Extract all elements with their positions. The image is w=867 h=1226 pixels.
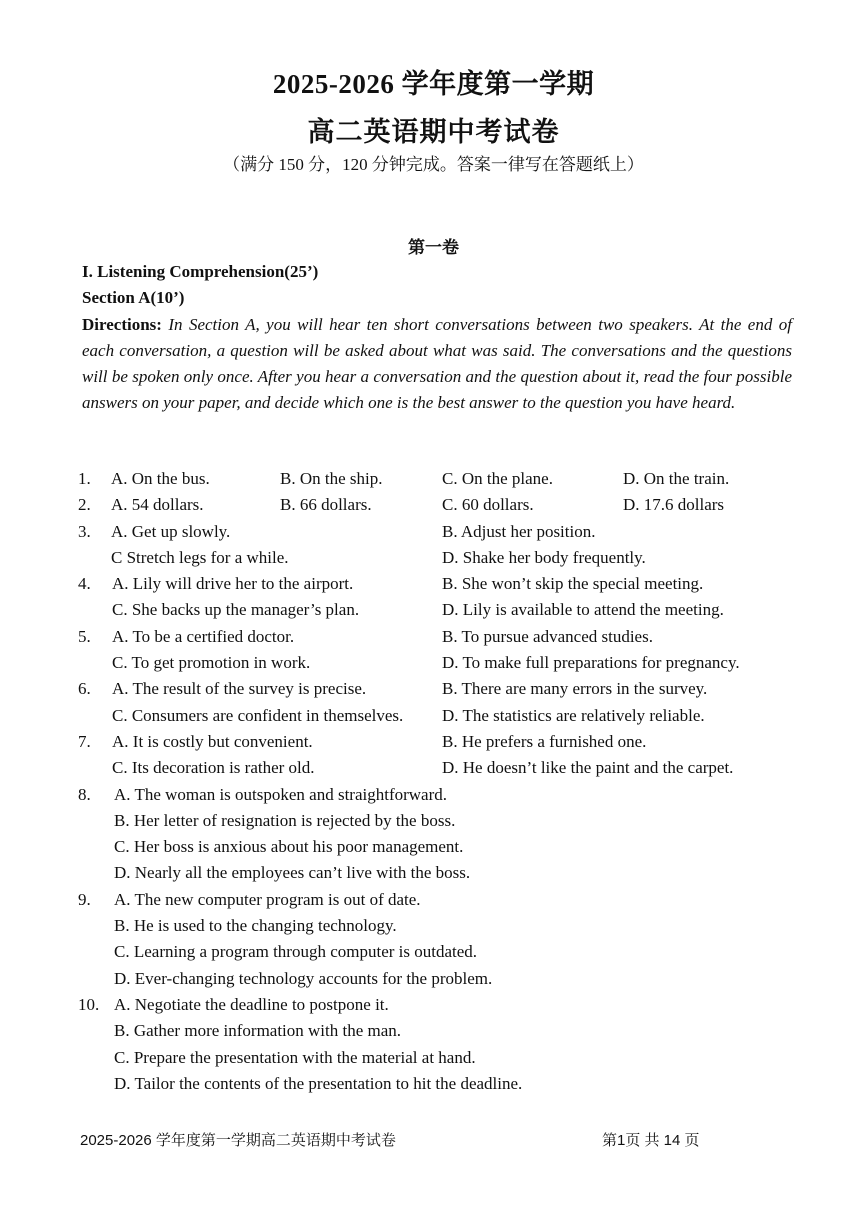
section-heading: Section A(10’) (82, 288, 185, 307)
question-number: 2. (78, 495, 91, 515)
option-b: B. He is used to the changing technology. (114, 916, 397, 936)
option-d: D. Shake her body frequently. (442, 547, 646, 567)
option-a: A. To be a certified doctor. (112, 626, 295, 646)
option-b: B. Gather more information with the man. (114, 1021, 402, 1041)
question-row-continued (78, 939, 798, 965)
question-row-continued (78, 808, 798, 834)
question-row (78, 676, 798, 702)
exam-title-line2: 高二英语期中考试卷 (307, 117, 560, 147)
question-number: 10. (78, 994, 100, 1014)
question-row (78, 492, 798, 518)
question-row (78, 519, 798, 545)
option-a: A. Lily will drive her to the airport. (112, 574, 354, 594)
question-row-continued (78, 913, 798, 939)
option-d: D. Tailor the contents of the presentation to hit the deadline. (114, 1073, 523, 1093)
directions (82, 312, 792, 416)
question-row-continued (78, 650, 798, 676)
option-c: C. Its decoration is rather old. (112, 758, 315, 778)
option-b: B. On the ship. (280, 469, 383, 488)
question-row (78, 887, 798, 913)
footer-exam-name: 2025-2026 学年度第一学期高二英语期中考试卷 (80, 1132, 396, 1149)
question-list (78, 466, 798, 1097)
option-c: C. Her boss is anxious about his poor management. (114, 837, 464, 857)
option-b: B. He prefers a furnished one. (442, 731, 647, 751)
question-row-continued (78, 1071, 798, 1097)
option-c: C. On the plane. (442, 469, 553, 488)
footer-page-number: 第1页 共 14 页 (602, 1132, 700, 1149)
option-b: B. To pursue advanced studies. (442, 626, 653, 646)
option-c: C. She backs up the manager’s plan. (112, 600, 360, 620)
part-heading: I. Listening Comprehension(25’) (82, 262, 319, 281)
question-row-continued (78, 1018, 798, 1044)
question-row-continued (78, 545, 798, 571)
exam-note: （满分 150 分，120 分钟完成。答案一律写在答题纸上） (223, 155, 644, 174)
question-row-continued (78, 597, 798, 623)
question-row (78, 992, 798, 1018)
option-b: B. Adjust her position. (442, 521, 596, 541)
option-d: D. 17.6 dollars (623, 495, 725, 515)
option-d: D. Lily is available to attend the meeting. (442, 600, 724, 620)
option-d: D. He doesn’t like the paint and the carpet. (442, 758, 734, 778)
question-row-continued (78, 860, 798, 886)
option-c: C Stretch legs for a while. (111, 547, 289, 567)
option-a: A. The result of the survey is precise. (112, 679, 367, 699)
option-a: A. On the bus. (111, 469, 210, 488)
option-b: B. 66 dollars. (280, 495, 372, 515)
question-row (78, 624, 798, 650)
option-a: A. 54 dollars. (111, 495, 204, 515)
question-number: 7. (78, 731, 91, 751)
option-b: B. Her letter of resignation is rejected by the boss. (114, 810, 456, 830)
option-d: D. Nearly all the employees can’t live with the boss. (114, 863, 471, 883)
question-number: 3. (78, 521, 91, 541)
question-row-continued (78, 703, 798, 729)
option-c: C. 60 dollars. (442, 495, 534, 515)
option-d: D. The statistics are relatively reliable. (442, 705, 705, 725)
directions-text: In Section A, you will hear ten short conversations between two speakers. At the end of each conversation, a question will be asked about what was said. The conversations and the questions will be spoken only once. After you hear a conversation and the question about it, read the four possible answers on your paper, and decide which one is the best answer to the question you have heard. (82, 315, 792, 412)
question-row (78, 466, 798, 492)
directions-label: Directions: (82, 315, 162, 334)
option-b: B. She won’t skip the special meeting. (442, 574, 704, 594)
question-number: 6. (78, 679, 91, 699)
option-c: C. To get promotion in work. (112, 653, 311, 673)
question-row-continued (78, 966, 798, 992)
option-d: D. On the train. (623, 469, 730, 488)
question-row (78, 729, 798, 755)
volume-heading: 第一卷 (408, 238, 459, 257)
option-c: C. Consumers are confident in themselves. (112, 705, 404, 725)
option-d: D. Ever-changing technology accounts for the problem. (114, 968, 493, 988)
question-number: 9. (78, 889, 91, 909)
exam-title-line1: 2025-2026 学年度第一学期 (272, 69, 595, 99)
option-a: A. Get up slowly. (111, 521, 231, 541)
question-row-continued (78, 834, 798, 860)
question-number: 8. (78, 784, 91, 804)
question-row (78, 571, 798, 597)
option-a: A. The woman is outspoken and straightforward. (114, 784, 448, 804)
option-b: B. There are many errors in the survey. (442, 679, 708, 699)
option-c: C. Prepare the presentation with the material at hand. (114, 1047, 476, 1067)
question-number: 4. (78, 574, 91, 594)
question-row-continued (78, 1045, 798, 1071)
option-a: A. The new computer program is out of date. (114, 889, 421, 909)
question-number: 5. (78, 626, 91, 646)
option-d: D. To make full preparations for pregnancy. (442, 653, 740, 673)
question-row (78, 782, 798, 808)
option-c: C. Learning a program through computer is outdated. (114, 942, 478, 962)
option-a: A. It is costly but convenient. (112, 731, 313, 751)
question-row-continued (78, 755, 798, 781)
question-number: 1. (78, 469, 91, 488)
option-a: A. Negotiate the deadline to postpone it. (114, 994, 389, 1014)
